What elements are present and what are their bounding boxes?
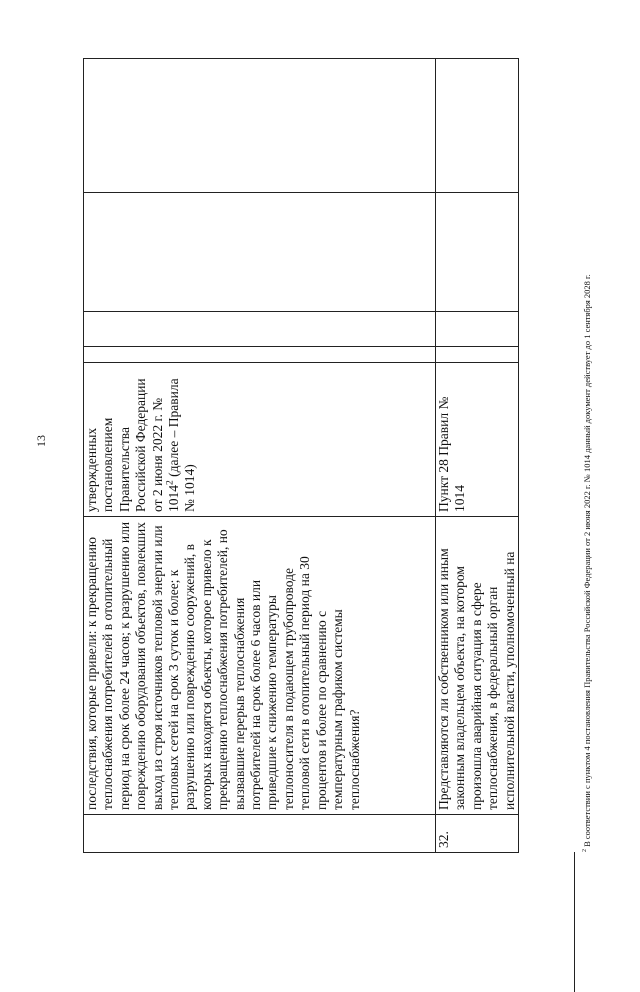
footnote-text: В соответствии с пунктом 4 постановления Правительства Российской Федерации от 2 июня 2022 г. № 1014 данный документ действует до 1 сентября 2028 г. bbox=[582, 274, 592, 850]
footnote bbox=[582, 92, 593, 852]
checklist-table bbox=[83, 58, 519, 853]
question-cell: Представляются ли собственником или иным законным владельцем объекта, на котором произошла аварийная ситуация в сфере теплоснабжения, в федеральный орган исполнительной власти, уполномоченный на bbox=[436, 517, 519, 815]
table-container bbox=[83, 59, 517, 853]
row-number-cell: 32. bbox=[436, 815, 519, 853]
legal-basis-cell bbox=[84, 363, 436, 517]
answer-no-cell bbox=[436, 312, 519, 347]
notes-cell bbox=[436, 59, 519, 193]
answer-yes-cell bbox=[84, 347, 436, 363]
legal-basis-cell: Пункт 28 Правил № 1014 bbox=[436, 363, 519, 517]
footnote-divider bbox=[574, 852, 575, 992]
footnote-marker: 2 bbox=[582, 849, 589, 852]
legal-basis-abbrev: (далее – Правила № 1014) bbox=[166, 378, 198, 512]
question-cell: последствия, которые привели: к прекращению теплоснабжения потребителей в отопительный период на срок более 24 часов; к разрушению или повреждению оборудования объектов, повлекших выход из строя источников тепловой энергии или тепловых сетей на срок 3 суток и более; к разрушению или повреждению сооружений, в которых находятся объекты, которое привело к прекращению теплоснабжения потребителей, но вызвавшие перерыв теплоснабжения потребителей на срок более 6 часов или приведшие к снижению температуры теплоносителя в подающем трубопроводе тепловой сети в отопительный период на 30 процентов и более по сравнению с температурным графиком системы теплоснабжения? bbox=[84, 517, 436, 815]
answer-na-cell bbox=[436, 193, 519, 312]
legal-basis-text: утвержденных постановлением Правительства Российской Федерации от 2 июня 2022 г. № 1014 bbox=[84, 378, 182, 512]
footnote-ref: 2 bbox=[165, 480, 176, 485]
notes-cell bbox=[84, 59, 436, 193]
answer-no-cell bbox=[84, 312, 436, 347]
answer-na-cell bbox=[84, 193, 436, 312]
row-number-cell bbox=[84, 815, 436, 853]
answer-yes-cell bbox=[436, 347, 519, 363]
page-number: 13 bbox=[34, 435, 48, 447]
table-row bbox=[84, 59, 436, 853]
table-row bbox=[436, 59, 519, 853]
